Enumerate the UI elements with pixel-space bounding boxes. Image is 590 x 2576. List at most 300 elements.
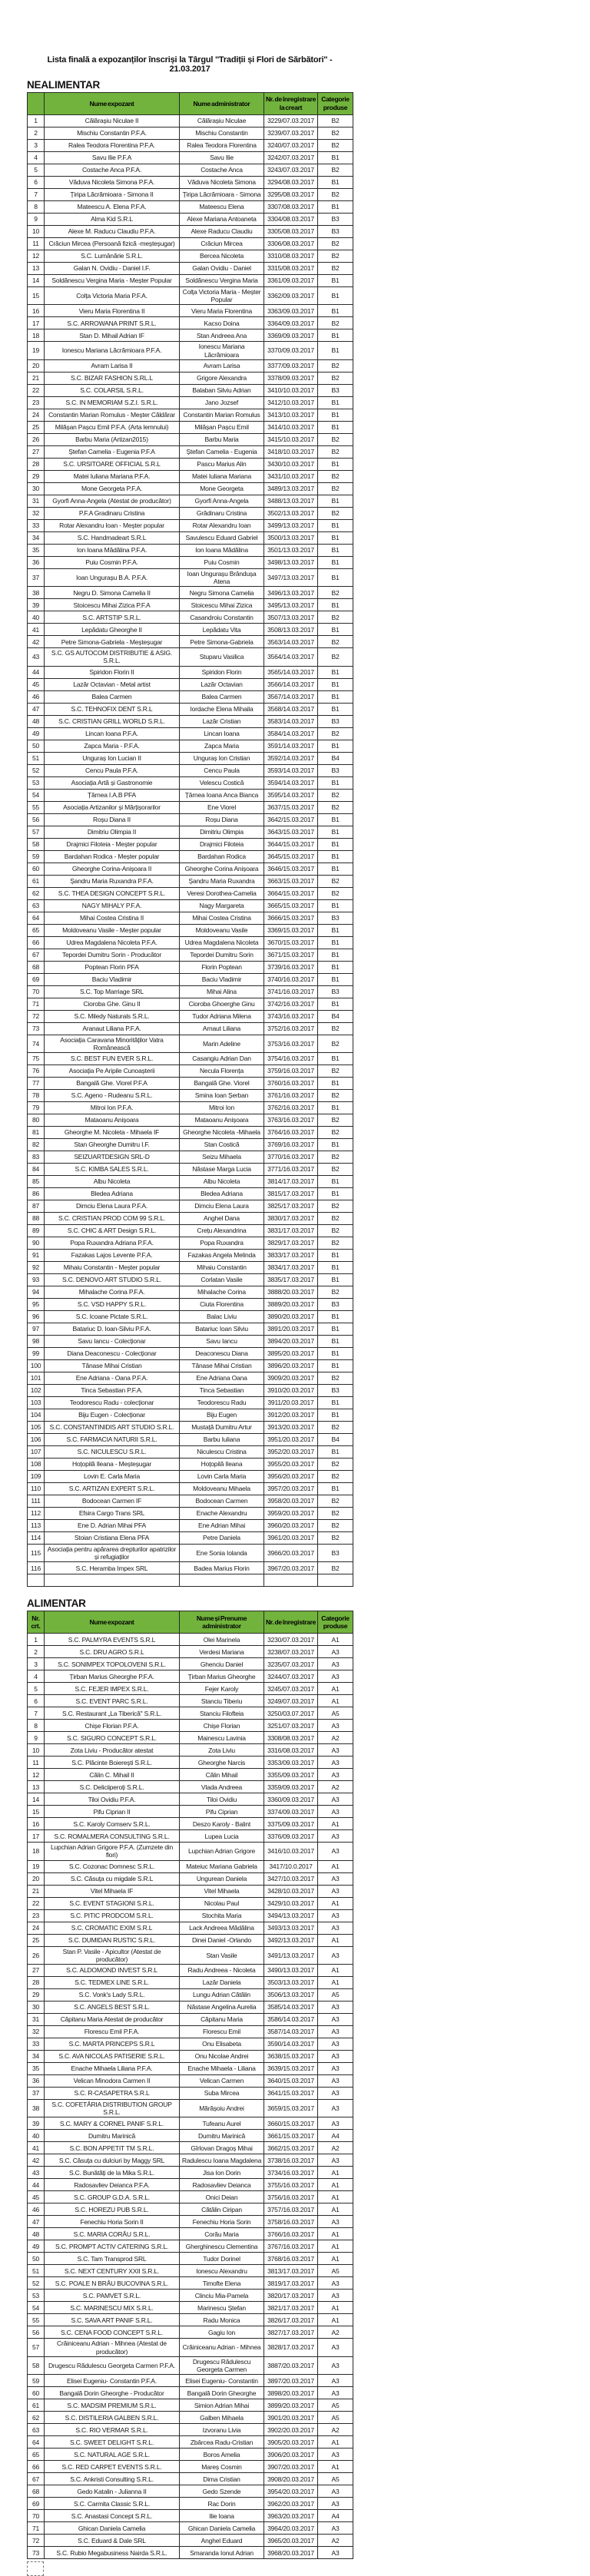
table-cell: B1	[318, 998, 353, 1010]
table-cell: 3430/10.03.2017	[264, 458, 318, 470]
table-cell: 3418/10.03.2017	[264, 445, 318, 458]
table-cell: B2	[318, 648, 353, 666]
table-cell: 3361/09.03.2017	[264, 275, 318, 287]
table-cell: Anghel Dana	[180, 1212, 264, 1224]
table-cell: Savu Ilie P.F.A	[45, 152, 180, 164]
table-cell: A3	[318, 2100, 353, 2117]
table-cell: 62	[28, 887, 45, 899]
table-cell: Tiloi Ovidiu	[180, 1793, 264, 1806]
table-cell: A1	[318, 2228, 353, 2240]
table-cell: Albu Nicoleta	[45, 1175, 180, 1187]
table-row	[28, 1035, 353, 1052]
table-cell: Petre Simona-Gabriela	[180, 636, 264, 648]
table-cell: 3496/13.03.2017	[264, 587, 318, 599]
table-row	[28, 764, 353, 776]
table-cell: B1	[318, 531, 353, 544]
table-cell: Țiripa Lăcrămioara - Simona	[180, 189, 264, 201]
table-cell	[318, 1574, 353, 1587]
table-cell: B1	[318, 556, 353, 568]
table-cell: B2	[318, 727, 353, 740]
table-cell: 3501/13.03.2017	[264, 544, 318, 556]
table-cell: Boros Amelia	[180, 2449, 264, 2461]
table-cell: 52	[28, 764, 45, 776]
table-cell: 3641/15.03.2017	[264, 2088, 318, 2100]
table-cell: A5	[318, 2265, 353, 2277]
table-cell: Lazăr Octavian	[180, 678, 264, 690]
table-cell: S.C. SAVA ART PANIF S.R.L.	[45, 2314, 180, 2326]
table-cell: B1	[318, 1482, 353, 1495]
table-cell: S.C. Ageno - Rudeanu S.R.L.	[45, 1089, 180, 1101]
table-cell: 94	[28, 1286, 45, 1298]
table-cell: 3827/17.03.2017	[264, 2326, 318, 2339]
table-cell: 3639/15.03.2017	[264, 2063, 318, 2075]
table-cell: Ionescu Alexandru	[180, 2265, 264, 2277]
column-header: Nume administrator	[180, 93, 264, 115]
table-cell: Galben Mihaela	[180, 2412, 264, 2424]
table-cell: 56	[28, 813, 45, 826]
table-cell: 44	[28, 2179, 45, 2191]
table-cell: A3	[318, 1793, 353, 1806]
table-cell: 3907/20.03.2017	[264, 2461, 318, 2473]
table-cell: Bercea Nicoleta	[180, 250, 264, 263]
table-cell	[45, 1574, 180, 1587]
table-row	[28, 1989, 353, 2002]
table-cell: 19	[28, 1860, 45, 1872]
table-row	[28, 1175, 353, 1187]
table-cell: 3820/17.03.2017	[264, 2290, 318, 2302]
table-cell: A3	[318, 2051, 353, 2063]
table-cell: Pifu Ciprian	[180, 1806, 264, 1818]
table-row	[28, 1482, 353, 1495]
table-cell: Țârnea Ioana Anca Bianca	[180, 789, 264, 801]
table-cell: 3427/10.03.2017	[264, 1872, 318, 1885]
table-row	[28, 1634, 353, 1646]
table-row	[28, 177, 353, 189]
table-row	[28, 2485, 353, 2498]
table-cell: A2	[318, 2142, 353, 2154]
table-row	[28, 1409, 353, 1421]
table-cell: B2	[318, 127, 353, 140]
table-cell: 3238/07.03.2017	[264, 1646, 318, 1658]
table-cell: Zbârcea Radu-Cristian	[180, 2436, 264, 2449]
table-cell: 48	[28, 2228, 45, 2240]
table-cell: B1	[318, 342, 353, 359]
table-cell: B2	[318, 317, 353, 329]
table-cell: Ciuta Florentina	[180, 1298, 264, 1310]
table-cell: 98	[28, 1335, 45, 1347]
table-cell: Tufeanu Aurel	[180, 2117, 264, 2130]
table-cell: Pascu Marius Alin	[180, 458, 264, 470]
table-cell: 5	[28, 1683, 45, 1695]
table-cell: B1	[318, 275, 353, 287]
table-cell: 3959/20.03.2017	[264, 1507, 318, 1519]
table-cell: A1	[318, 2302, 353, 2314]
table-cell: 3310/08.03.2017	[264, 250, 318, 263]
table-cell: Zota Liviu	[180, 1744, 264, 1757]
table-cell: 3359/09.03.2017	[264, 1781, 318, 1793]
table-cell: A3	[318, 1658, 353, 1670]
table-row	[28, 1519, 353, 1531]
table-cell: 42	[28, 2154, 45, 2167]
table-cell: B4	[318, 752, 353, 764]
table-cell: 101	[28, 1372, 45, 1384]
table-cell: A1	[318, 2253, 353, 2265]
table-cell: 27	[28, 1965, 45, 1977]
table-row	[28, 1138, 353, 1151]
table-cell: 10	[28, 226, 45, 238]
table-row	[28, 1445, 353, 1458]
table-cell: 57	[28, 826, 45, 838]
table-cell: 63	[28, 899, 45, 912]
table-cell: A3	[318, 2154, 353, 2167]
table-cell: B3	[318, 384, 353, 396]
table-cell: B2	[318, 887, 353, 899]
table-cell: Drajmici Filoteia - Meșter popular	[45, 838, 180, 850]
table-cell: S.C. NICULESCU S.R.L.	[45, 1445, 180, 1458]
table-cell: S.C. URSITOARE OFFICIAL S.R.L	[45, 458, 180, 470]
table-cell: 3813/17.03.2017	[264, 2265, 318, 2277]
table-cell: 16	[28, 1818, 45, 1830]
table-cell: 58	[28, 838, 45, 850]
table-cell: 3767/16.03.2017	[264, 2240, 318, 2253]
table-cell: 69	[28, 973, 45, 985]
table-cell: S.C. NATURAL AGE S.R.L.	[45, 2449, 180, 2461]
table-row	[28, 2130, 353, 2142]
table-cell: 37	[28, 2088, 45, 2100]
table-cell: A1	[318, 1860, 353, 1872]
table-cell: 3757/16.03.2017	[264, 2204, 318, 2216]
table-row	[28, 275, 353, 287]
section-alimentar	[27, 1598, 590, 2559]
table-cell: 11	[28, 1757, 45, 1769]
table-cell: Velican Minodora Carmen II	[45, 2075, 180, 2088]
table-cell: Tudor Dorinel	[180, 2253, 264, 2265]
table-cell: 61	[28, 875, 45, 887]
table-cell: 12	[28, 1769, 45, 1781]
table-cell: Tepordei Dumitru Sorin - Producător	[45, 949, 180, 961]
table-cell: 3594/14.03.2017	[264, 776, 318, 789]
table-row	[28, 1544, 353, 1561]
table-cell: 100	[28, 1359, 45, 1372]
table-cell: Gîrlovan Dragoș Mihai	[180, 2142, 264, 2154]
table-cell: B3	[318, 715, 353, 727]
table-cell: B1	[318, 1347, 353, 1359]
table-cell: Mitroi Ion P.F.A.	[45, 1101, 180, 1114]
table-cell: 3244/07.03.2017	[264, 1670, 318, 1683]
table-cell: 48	[28, 715, 45, 727]
table-cell: Batariuc D. Ioan-Silviu P.F.A.	[45, 1323, 180, 1335]
table-cell: 36	[28, 2075, 45, 2088]
table-cell: 3590/14.03.2017	[264, 2038, 318, 2051]
table-cell: Galan Ovidiu - Daniel	[180, 263, 264, 275]
table-cell: Florin Poptean	[180, 961, 264, 973]
table-cell: B3	[318, 226, 353, 238]
table-cell: Mareș Cosmin	[180, 2461, 264, 2473]
table-row	[28, 850, 353, 863]
table-cell: 95	[28, 1298, 45, 1310]
table-cell: B1	[318, 421, 353, 433]
table-cell: 41	[28, 624, 45, 636]
table-row	[28, 1793, 353, 1806]
table-cell: Necula Florența	[180, 1065, 264, 1077]
table-cell: B2	[318, 1065, 353, 1077]
table-cell: 3663/15.03.2017	[264, 875, 318, 887]
table-cell: 40	[28, 611, 45, 624]
table-row	[28, 624, 353, 636]
table-cell: A3	[318, 2375, 353, 2387]
table-cell: Lupea Lucia	[180, 1830, 264, 1843]
table-cell: Milășan Pașcu Emil	[180, 421, 264, 433]
table-cell: 3242/07.03.2017	[264, 152, 318, 164]
table-cell: Gedo Szende	[180, 2485, 264, 2498]
table-cell: 3826/17.03.2017	[264, 2314, 318, 2326]
table-cell: B1	[318, 544, 353, 556]
table-row	[28, 2498, 353, 2510]
table-cell: 3502/13.03.2017	[264, 507, 318, 519]
table-row	[28, 115, 353, 127]
table-cell: Radosavliev Deianca P.F.A.	[45, 2179, 180, 2191]
table-cell: S.C. Căsuța cu migdale S.R.L	[45, 1872, 180, 1885]
table-cell: A2	[318, 1732, 353, 1744]
table-cell: 2	[28, 127, 45, 140]
table-cell: Casangiu Adrian Dan	[180, 1052, 264, 1065]
table-cell: B2	[318, 1224, 353, 1237]
table-cell: B2	[318, 250, 353, 263]
table-cell: Ionescu Mariana Lăcrămioara P.F.A.	[45, 342, 180, 359]
table-cell: 3966/20.03.2017	[264, 1544, 318, 1561]
table-cell: Jano Jozsef	[180, 396, 264, 409]
table-cell: Ștefan Camelia - Eugenia	[180, 445, 264, 458]
table-cell: Mihai Costea Cristina	[180, 912, 264, 924]
table-cell: B2	[318, 1035, 353, 1052]
table-cell: 107	[28, 1445, 45, 1458]
table-cell: Verdesi Mariana	[180, 1646, 264, 1658]
table-cell: A3	[318, 2002, 353, 2014]
table-cell: 3821/17.03.2017	[264, 2302, 318, 2314]
table-cell: 3591/14.03.2017	[264, 740, 318, 752]
table-cell: A1	[318, 2461, 353, 2473]
table-cell: 81	[28, 1126, 45, 1138]
table-row	[28, 1732, 353, 1744]
table-cell: 83	[28, 1151, 45, 1163]
table-cell: Chișe Florian P.F.A.	[45, 1720, 180, 1732]
table-cell: Moldoveanu Mihaela	[180, 1482, 264, 1495]
table-row	[28, 1531, 353, 1544]
table-cell: S.C. NEXT CENTURY XXII S.R.L.	[45, 2265, 180, 2277]
table-cell: 3756/16.03.2017	[264, 2191, 318, 2204]
table-cell: 3410/10.03.2017	[264, 384, 318, 396]
table-row	[28, 2314, 353, 2326]
table-row	[28, 1396, 353, 1409]
table-cell: S.C. ARTIZAN EXPERT S.R.L.	[45, 1482, 180, 1495]
table-row	[28, 752, 353, 764]
table-cell: 3375/09.03.2017	[264, 1818, 318, 1830]
table-row	[28, 2216, 353, 2228]
table-cell: Marin Adeline	[180, 1035, 264, 1052]
table-cell: A3	[318, 2038, 353, 2051]
table-cell: 55	[28, 2314, 45, 2326]
table-cell: Călărașiu Niculae II	[45, 115, 180, 127]
table-cell: 15	[28, 287, 45, 305]
table-cell: A3	[318, 2088, 353, 2100]
table-cell: 3666/15.03.2017	[264, 912, 318, 924]
table-cell: Poptean Florin PFA	[45, 961, 180, 973]
table-cell: Spiridon Florin	[180, 666, 264, 678]
table-row	[28, 329, 353, 342]
table-cell: B3	[318, 214, 353, 226]
table-cell: S.C. VSD HAPPY S.R.L.	[45, 1298, 180, 1310]
table-cell: 27	[28, 445, 45, 458]
table-cell: 3304/08.03.2017	[264, 214, 318, 226]
table-row	[28, 1781, 353, 1793]
table-row	[28, 2100, 353, 2117]
table-cell: Vlada Andreea	[180, 1781, 264, 1793]
table-row	[28, 1261, 353, 1273]
table-row	[28, 2228, 353, 2240]
table-cell: A5	[318, 2412, 353, 2424]
table-cell: Teodorescu Radu - colecționar	[45, 1396, 180, 1409]
table-row	[28, 2088, 353, 2100]
table-cell: B3	[318, 985, 353, 998]
table-row	[28, 1151, 353, 1163]
table-cell: 66	[28, 2461, 45, 2473]
table-cell: 3412/10.03.2017	[264, 396, 318, 409]
table-row	[28, 1897, 353, 1909]
table-cell: A2	[318, 2424, 353, 2436]
table-cell: 3595/14.03.2017	[264, 789, 318, 801]
table-row	[28, 2473, 353, 2485]
table-cell: B1	[318, 1273, 353, 1286]
table-row	[28, 599, 353, 611]
table-cell: 116	[28, 1562, 45, 1574]
table-cell: Smaranda Ionut Adrian	[180, 2547, 264, 2559]
table-cell: 3965/20.03.2017	[264, 2535, 318, 2547]
table-cell: 84	[28, 1163, 45, 1175]
table-cell: B1	[318, 899, 353, 912]
table-cell: Puiu Cosmin P.F.A.	[45, 556, 180, 568]
table-cell: 32	[28, 507, 45, 519]
table-cell: 3891/20.03.2017	[264, 1323, 318, 1335]
table-cell: A1	[318, 1634, 353, 1646]
table-cell: S.C. MADSIM PREMIUM S.R.L.	[45, 2399, 180, 2412]
table-cell: A3	[318, 1843, 353, 1860]
table-cell: 3490/13.03.2017	[264, 1965, 318, 1977]
table-cell: 8	[28, 201, 45, 214]
table-cell: S.C. POALE N BRÂU BUCOVINA S.R.L.	[45, 2277, 180, 2290]
table-cell: A3	[318, 2117, 353, 2130]
table-cell: S.C. CHIC & ART Design S.R.L.	[45, 1224, 180, 1237]
table-cell: S.C. Rubio Megabusiness Nairda S.R.L.	[45, 2547, 180, 2559]
table-cell: S.C. Căsuța cu dulciuri by Maggy SRL	[45, 2154, 180, 2167]
table-cell: 44	[28, 666, 45, 678]
table-row	[28, 1384, 353, 1396]
table-cell: 112	[28, 1507, 45, 1519]
table-cell: A3	[318, 2277, 353, 2290]
table-cell: S.C. ARTSTIP S.R.L.	[45, 611, 180, 624]
table-cell: 3814/17.03.2017	[264, 1175, 318, 1187]
table-cell: B2	[318, 1200, 353, 1212]
table-row	[28, 226, 353, 238]
table-cell: 3661/15.03.2017	[264, 2130, 318, 2142]
table-cell: 113	[28, 1519, 45, 1531]
table-cell: Balaban Silviu Adrian	[180, 384, 264, 396]
table-cell: 8	[28, 1720, 45, 1732]
table-cell: A3	[318, 2522, 353, 2535]
table-cell: 3834/17.03.2017	[264, 1261, 318, 1273]
table-cell: 64	[28, 912, 45, 924]
table-cell: Gheorghe M. Nicoleta - Mihaela IF	[45, 1126, 180, 1138]
table-cell: Costache Anca P.F.A.	[45, 164, 180, 177]
table-cell: 3506/13.03.2017	[264, 1989, 318, 2002]
table-cell: 3587/14.03.2017	[264, 2026, 318, 2038]
table-row	[28, 1022, 353, 1035]
table-cell: 3829/17.03.2017	[264, 1237, 318, 1249]
table-cell: 3901/20.03.2017	[264, 2412, 318, 2424]
table-cell: 96	[28, 1310, 45, 1323]
table-cell: Niculescu Cristina	[180, 1445, 264, 1458]
table-cell: 30	[28, 482, 45, 495]
table-cell: 53	[28, 776, 45, 789]
table-cell: Țârnea I.A.B PFA	[45, 789, 180, 801]
table-cell: Radosavliev Deianca	[180, 2179, 264, 2191]
table-cell: 3362/09.03.2017	[264, 287, 318, 305]
table-row	[28, 1507, 353, 1519]
table-cell: 3894/20.03.2017	[264, 1335, 318, 1347]
table-cell: 82	[28, 1138, 45, 1151]
table-cell: Deaconescu Diana	[180, 1347, 264, 1359]
dashed-empty-cell	[27, 2561, 44, 2576]
table-cell: Smina Ioan Șerban	[180, 1089, 264, 1101]
table-cell: A3	[318, 2216, 353, 2228]
table-cell: Bodocean Carmen IF	[45, 1495, 180, 1507]
table-cell: A3	[318, 1670, 353, 1683]
table-cell: S.C. MARIA CORĂU S.R.L.	[45, 2228, 180, 2240]
table-cell: 79	[28, 1101, 45, 1114]
table-cell: 3906/20.03.2017	[264, 2449, 318, 2461]
document-title: Lista finală a expozanților înscriși la Târgul ''Tradiții și Flori de Sărbători'' - 21.03.2017	[47, 55, 333, 74]
table-cell: A5	[318, 2473, 353, 2485]
table-cell: S.C. PROMPT ACTIV CATERING S.R.L.	[45, 2240, 180, 2253]
table-cell: B1	[318, 924, 353, 936]
table-row	[28, 1310, 353, 1323]
table-cell: S.C. PALMYRA EVENTS S.R.L	[45, 1634, 180, 1646]
table-row	[28, 985, 353, 998]
table-cell: A3	[318, 2075, 353, 2088]
table-cell: Bledea Adriana	[45, 1187, 180, 1200]
table-cell: 3364/09.03.2017	[264, 317, 318, 329]
table-cell: 3307/08.03.2017	[264, 201, 318, 214]
table-cell: Dumitru Marinică	[180, 2130, 264, 2142]
table-cell: Veresi Dorothea-Camelia	[180, 887, 264, 899]
table-row	[28, 2449, 353, 2461]
table-cell: Gyorfi Anna-Angela	[180, 495, 264, 507]
table-cell: 70	[28, 2510, 45, 2522]
table-cell: Radulescu Ioana Magdalena	[180, 2154, 264, 2167]
table-cell: Crăciun Mircea	[180, 238, 264, 250]
table-cell: 32	[28, 2026, 45, 2038]
table-cell: Dimitriu Olimpia II	[45, 826, 180, 838]
table-cell: Udrea Magdalena Nicoleta	[180, 936, 264, 949]
table-cell: A1	[318, 1683, 353, 1695]
table-cell: 72	[28, 1010, 45, 1022]
table-cell: 7	[28, 189, 45, 201]
table-row	[28, 2302, 353, 2314]
table-cell: 57	[28, 2339, 45, 2356]
table-row	[28, 912, 353, 924]
table-cell: Tănase Mihai Cristian	[180, 1359, 264, 1372]
table-row	[28, 2063, 353, 2075]
table-row	[28, 544, 353, 556]
